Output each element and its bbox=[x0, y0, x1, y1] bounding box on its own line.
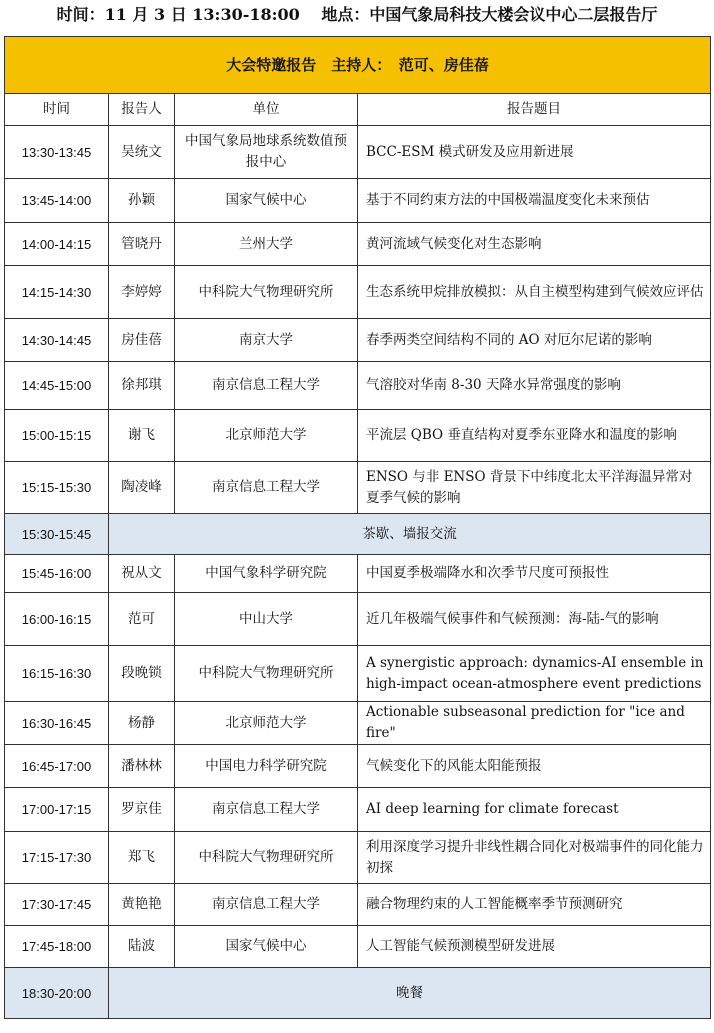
talk-title: 气溶胶对华南 8-30 天降水异常强度的影响 bbox=[358, 362, 711, 410]
affiliation: 国家气候中心 bbox=[175, 179, 358, 223]
speaker-name: 孙颖 bbox=[109, 179, 175, 223]
break-row-time: 15:30-15:45 bbox=[5, 514, 109, 555]
dinner-row bbox=[5, 968, 711, 1019]
schedule-row bbox=[5, 319, 711, 362]
affiliation: 北京师范大学 bbox=[175, 702, 358, 745]
affiliation: 中科院大气物理研究所 bbox=[175, 646, 358, 702]
talk-title: 生态系统甲烷排放模拟：从自主模型构建到气候效应评估 bbox=[358, 266, 711, 319]
break-row bbox=[5, 514, 711, 555]
dinner-row-time: 18:30-20:00 bbox=[5, 968, 109, 1019]
schedule-header: 时间：11 月 3 日 13:30-18:00 地点：中国气象局科技大楼会议中心二层报告厅 bbox=[56, 5, 658, 24]
talk-title: 气候变化下的风能太阳能预报 bbox=[358, 745, 711, 788]
schedule-row bbox=[5, 926, 711, 968]
schedule-row bbox=[5, 179, 711, 223]
speaker-name: 陆波 bbox=[109, 926, 175, 968]
schedule-row bbox=[5, 702, 711, 745]
talk-time: 15:45-16:00 bbox=[5, 555, 109, 593]
talk-time: 17:15-17:30 bbox=[5, 832, 109, 884]
talk-time: 13:45-14:00 bbox=[5, 179, 109, 223]
affiliation: 南京信息工程大学 bbox=[175, 362, 358, 410]
talk-time: 14:00-14:15 bbox=[5, 223, 109, 266]
schedule-row bbox=[5, 593, 711, 646]
talk-time: 16:30-16:45 bbox=[5, 702, 109, 745]
schedule-row bbox=[5, 555, 711, 593]
talk-title: ENSO 与非 ENSO 背景下中纬度北太平洋海温异常对夏季气候的影响 bbox=[358, 462, 711, 514]
speaker-name: 陶凌峰 bbox=[109, 462, 175, 514]
affiliation: 南京信息工程大学 bbox=[175, 788, 358, 832]
speaker-name: 郑飞 bbox=[109, 832, 175, 884]
schedule-row bbox=[5, 410, 711, 462]
affiliation: 南京大学 bbox=[175, 319, 358, 362]
talk-time: 16:00-16:15 bbox=[5, 593, 109, 646]
talk-time: 16:45-17:00 bbox=[5, 745, 109, 788]
affiliation: 南京信息工程大学 bbox=[175, 462, 358, 514]
talk-title: 中国夏季极端降水和次季节尺度可预报性 bbox=[358, 555, 711, 593]
talk-time: 15:15-15:30 bbox=[5, 462, 109, 514]
speaker-name: 吴统文 bbox=[109, 126, 175, 179]
affiliation: 中山大学 bbox=[175, 593, 358, 646]
schedule-row bbox=[5, 832, 711, 884]
schedule-row bbox=[5, 126, 711, 179]
affiliation: 中科院大气物理研究所 bbox=[175, 266, 358, 319]
column-header-row bbox=[5, 94, 711, 126]
schedule-row bbox=[5, 462, 711, 514]
talk-title: 利用深度学习提升非线性耦合同化对极端事件的同化能力初探 bbox=[358, 832, 711, 884]
speaker-name: 黄艳艳 bbox=[109, 884, 175, 926]
speaker-name: 李婷婷 bbox=[109, 266, 175, 319]
talk-title: 春季两类空间结构不同的 AO 对厄尔尼诺的影响 bbox=[358, 319, 711, 362]
speaker-name: 谢飞 bbox=[109, 410, 175, 462]
talk-time: 14:45-15:00 bbox=[5, 362, 109, 410]
speaker-name: 罗京佳 bbox=[109, 788, 175, 832]
speaker-name: 徐邦琪 bbox=[109, 362, 175, 410]
talk-time: 14:30-14:45 bbox=[5, 319, 109, 362]
talk-title: 近几年极端气候事件和气候预测：海-陆-气的影响 bbox=[358, 593, 711, 646]
affiliation: 南京信息工程大学 bbox=[175, 884, 358, 926]
affiliation: 中国气象科学研究院 bbox=[175, 555, 358, 593]
talk-time: 14:15-14:30 bbox=[5, 266, 109, 319]
col-header-unit: 单位 bbox=[175, 94, 358, 126]
col-header-topic: 报告题目 bbox=[358, 94, 711, 126]
affiliation: 中国电力科学研究院 bbox=[175, 745, 358, 788]
speaker-name: 范可 bbox=[109, 593, 175, 646]
affiliation: 中国气象局地球系统数值预报中心 bbox=[175, 126, 358, 179]
schedule-row bbox=[5, 745, 711, 788]
speaker-name: 潘林林 bbox=[109, 745, 175, 788]
schedule-row bbox=[5, 362, 711, 410]
talk-time: 17:00-17:15 bbox=[5, 788, 109, 832]
talk-title: 平流层 QBO 垂直结构对夏季东亚降水和温度的影响 bbox=[358, 410, 711, 462]
schedule-table bbox=[4, 36, 711, 1019]
speaker-name: 管晓丹 bbox=[109, 223, 175, 266]
talk-time: 16:15-16:30 bbox=[5, 646, 109, 702]
session-title: 大会特邀报告 主持人： 范可、房佳蓓 bbox=[5, 37, 711, 94]
affiliation: 兰州大学 bbox=[175, 223, 358, 266]
speaker-name: 段晚锁 bbox=[109, 646, 175, 702]
talk-title: BCC-ESM 模式研发及应用新进展 bbox=[358, 126, 711, 179]
talk-title: A synergistic approach: dynamics-AI ensemble in high-impact ocean-atmosphere event predictions bbox=[358, 646, 711, 702]
speaker-name: 祝从文 bbox=[109, 555, 175, 593]
schedule-row bbox=[5, 788, 711, 832]
talk-time: 17:30-17:45 bbox=[5, 884, 109, 926]
schedule-row bbox=[5, 884, 711, 926]
affiliation: 中科院大气物理研究所 bbox=[175, 832, 358, 884]
dinner-row-label: 晚餐 bbox=[109, 968, 711, 1019]
schedule-row bbox=[5, 266, 711, 319]
talk-time: 15:00-15:15 bbox=[5, 410, 109, 462]
speaker-name: 房佳蓓 bbox=[109, 319, 175, 362]
talk-time: 17:45-18:00 bbox=[5, 926, 109, 968]
schedule-row bbox=[5, 223, 711, 266]
talk-title: 人工智能气候预测模型研发进展 bbox=[358, 926, 711, 968]
talk-title: AI deep learning for climate forecast bbox=[358, 788, 711, 832]
talk-title: 基于不同约束方法的中国极端温度变化未来预估 bbox=[358, 179, 711, 223]
affiliation: 北京师范大学 bbox=[175, 410, 358, 462]
talk-title: 黄河流域气候变化对生态影响 bbox=[358, 223, 711, 266]
break-row-label: 茶歇、墙报交流 bbox=[109, 514, 711, 555]
talk-title: Actionable subseasonal prediction for "ice and fire" bbox=[358, 702, 711, 745]
speaker-name: 杨静 bbox=[109, 702, 175, 745]
talk-title: 融合物理约束的人工智能概率季节预测研究 bbox=[358, 884, 711, 926]
talk-time: 13:30-13:45 bbox=[5, 126, 109, 179]
schedule-row bbox=[5, 646, 711, 702]
col-header-speaker: 报告人 bbox=[109, 94, 175, 126]
affiliation: 国家气候中心 bbox=[175, 926, 358, 968]
col-header-time: 时间 bbox=[5, 94, 109, 126]
session-banner bbox=[5, 37, 711, 94]
